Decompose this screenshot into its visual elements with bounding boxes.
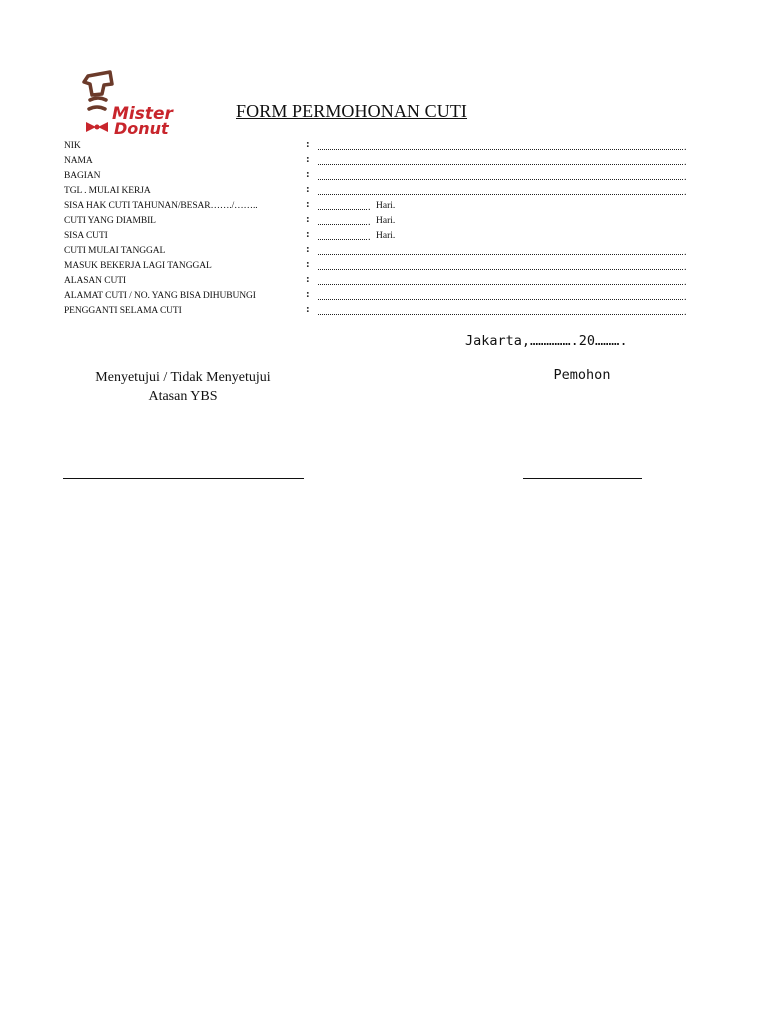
logo-text-donut: Donut	[114, 119, 169, 136]
form-row	[64, 139, 694, 154]
approval-block	[64, 368, 302, 406]
blank-end-dot: .	[684, 262, 687, 273]
field-colon: :	[306, 228, 310, 240]
blank-end-dot: .	[368, 232, 371, 243]
unit-label: Hari.	[376, 216, 396, 226]
blank-end-dot: .	[684, 277, 687, 288]
leave-request-form	[64, 139, 694, 319]
form-title: FORM PERMOHONAN CUTI	[236, 101, 468, 121]
form-row	[64, 304, 694, 319]
blank-end-dot: .	[684, 172, 687, 183]
applicant-signature-line	[523, 478, 642, 479]
field-colon: :	[306, 273, 310, 285]
applicant-label: Pemohon	[553, 367, 611, 383]
field-label: ALAMAT CUTI / NO. YANG BISA DIHUBUNGI	[64, 291, 256, 301]
unit-label: Hari.	[376, 231, 396, 241]
approval-label: Menyetujui / Tidak Menyetujui	[95, 370, 271, 385]
field-colon: :	[306, 153, 310, 165]
field-label: CUTI MULAI TANGGAL	[64, 246, 166, 256]
blank-end-dot: .	[684, 142, 687, 153]
blank-end-dot: .	[684, 292, 687, 303]
field-colon: :	[306, 303, 310, 315]
fill-in-blank[interactable]	[318, 164, 683, 165]
field-colon: :	[306, 288, 310, 300]
form-row	[64, 214, 694, 229]
field-label: PENGGANTI SELAMA CUTI	[64, 306, 182, 316]
blank-end-dot: .	[368, 217, 371, 228]
field-label: SISA HAK CUTI TAHUNAN/BESAR……./……..	[64, 201, 258, 211]
field-colon: :	[306, 198, 310, 210]
unit-label: Hari.	[376, 201, 396, 211]
city-date-end: .	[619, 333, 628, 349]
fill-in-blank[interactable]	[318, 239, 367, 240]
form-row	[64, 274, 694, 289]
blank-end-dot: .	[684, 307, 687, 318]
field-label: ALASAN CUTI	[64, 276, 126, 286]
field-label: CUTI YANG DIAMBIL	[64, 216, 156, 226]
blank-end-dot: .	[368, 202, 371, 213]
fill-in-blank[interactable]	[318, 269, 683, 270]
field-label: MASUK BEKERJA LAGI TANGGAL	[64, 261, 212, 271]
city-date-line	[465, 333, 628, 349]
field-colon: :	[306, 213, 310, 225]
fill-in-blank[interactable]	[318, 314, 683, 315]
form-row	[64, 259, 694, 274]
form-row	[64, 289, 694, 304]
field-label: NAMA	[64, 156, 93, 166]
fill-in-blank[interactable]	[318, 149, 683, 150]
fill-in-blank[interactable]	[318, 209, 367, 210]
field-colon: :	[306, 243, 310, 255]
field-label: BAGIAN	[64, 171, 101, 181]
form-row	[64, 229, 694, 244]
field-label: TGL . MULAI KERJA	[64, 186, 151, 196]
fill-in-blank[interactable]	[318, 194, 683, 195]
form-row	[64, 169, 694, 184]
fill-in-blank[interactable]	[318, 179, 683, 180]
logo-text-mister: Mister	[112, 104, 173, 124]
blank-end-dot: .	[684, 247, 687, 258]
blank-end-dot: .	[684, 157, 687, 168]
form-row	[64, 199, 694, 214]
approver-title: Atasan YBS	[148, 389, 218, 404]
field-colon: :	[306, 258, 310, 270]
mister-donut-logo-graphic	[80, 70, 176, 136]
city-date: Jakarta,…………….20………	[465, 333, 620, 349]
form-row	[64, 184, 694, 199]
mister-donut-logo	[80, 70, 176, 136]
fill-in-blank[interactable]	[318, 254, 683, 255]
form-row	[64, 244, 694, 259]
fill-in-blank[interactable]	[318, 299, 683, 300]
approver-signature-line	[63, 478, 304, 479]
blank-end-dot: .	[684, 187, 687, 198]
field-label: SISA CUTI	[64, 231, 108, 241]
field-colon: :	[306, 183, 310, 195]
field-label: NIK	[64, 141, 81, 151]
field-colon: :	[306, 168, 310, 180]
form-row	[64, 154, 694, 169]
fill-in-blank[interactable]	[318, 284, 683, 285]
fill-in-blank[interactable]	[318, 224, 367, 225]
field-colon: :	[306, 138, 310, 150]
